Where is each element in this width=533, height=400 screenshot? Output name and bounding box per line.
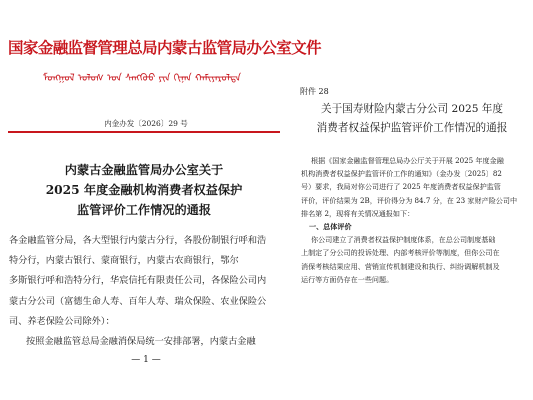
body-line: 蒙古分公司（富德生命人寿、百年人寿、瑞众保险、农业保险公 (9, 295, 267, 307)
attachment-title (295, 100, 529, 138)
mongolian-script-line: ᠮᠣᠩᠭᠣᠯ ᠤᠯᠤᠰ ᠤᠨ ᠰᠠᠩᠬᠦᠦ ᠶᠢᠨ ᠬᠢᠨᠠᠨ ᠬᠠᠮᠢᠶᠠᠷᠤᠯᠲᠠ (42, 73, 242, 84)
body-line: 号）要求，我局对你公司进行了 2025 年度消费者权益保护监管 (301, 182, 501, 192)
body-line: 根据《国家金融监督管理总局办公厅关于开展 2025 年度金融 (311, 156, 504, 165)
right-attachment-page (295, 86, 533, 400)
notice-title-line: 2025 年度金融机构消费者权益保护 (45, 183, 243, 197)
body-line: 上制定了分公司的投诉处理、内部考核评价等制度，但你公司在 (301, 248, 500, 258)
body-line: 司、养老保险公司除外）： (9, 315, 115, 327)
body-line: 消保考核结果应用、营销宣传机制建设和执行、纠纷调解机制及 (301, 261, 500, 271)
notice-title-line: 内蒙古金融监管局办公室关于 (64, 163, 224, 177)
body-line: 特分行，内蒙古银行、蒙商银行，内蒙古农商银行，鄂尔 (9, 255, 239, 267)
document-header: 国家金融监督管理总局内蒙古监管局办公室文件 (8, 38, 321, 57)
body-line: 按照金融监管总局金融消保局统一安排部署，内蒙古金融 (26, 336, 256, 348)
document-number: 内金办发〔2026〕29 号 (104, 119, 188, 128)
notice-title-line: 监管评价工作情况的通报 (76, 203, 212, 217)
body-line: 你公司建立了消费者权益保护制度体系，在总公司制度基础 (311, 235, 496, 245)
notice-title (10, 160, 278, 220)
attachment-title-line: 消费者权益保护监管评价工作情况的通报 (316, 122, 508, 134)
body-line: 机构消费者权益保护监管评价工作的通知》（金办发〔2025〕82 (301, 169, 502, 179)
attachment-label: 附件 28 (300, 87, 329, 96)
attachment-title-line: 关于国寿财险内蒙古分公司 2025 年度 (320, 103, 503, 115)
body-line: 评价，评价结果为 2B，评价得分为 84.7 分，在 23 家财产险公司中 (301, 195, 518, 205)
red-divider-line (8, 131, 280, 133)
body-line: 运行等方面仍存在一些问题。 (301, 274, 394, 284)
body-line: 排名第 2，现将有关情况通报如下： (301, 208, 415, 218)
body-line: 各金融监管分局，各大型银行内蒙古分行，各股份制银行呼和浩 (9, 235, 267, 246)
page-number: — 1 — (131, 355, 161, 365)
attachment-body (301, 154, 529, 286)
notice-body (9, 231, 281, 352)
body-line: 多斯银行呼和浩特分行，华宸信托有限责任公司，各保险公司内 (9, 275, 267, 287)
section-heading: 一、总体评价 (309, 222, 352, 232)
